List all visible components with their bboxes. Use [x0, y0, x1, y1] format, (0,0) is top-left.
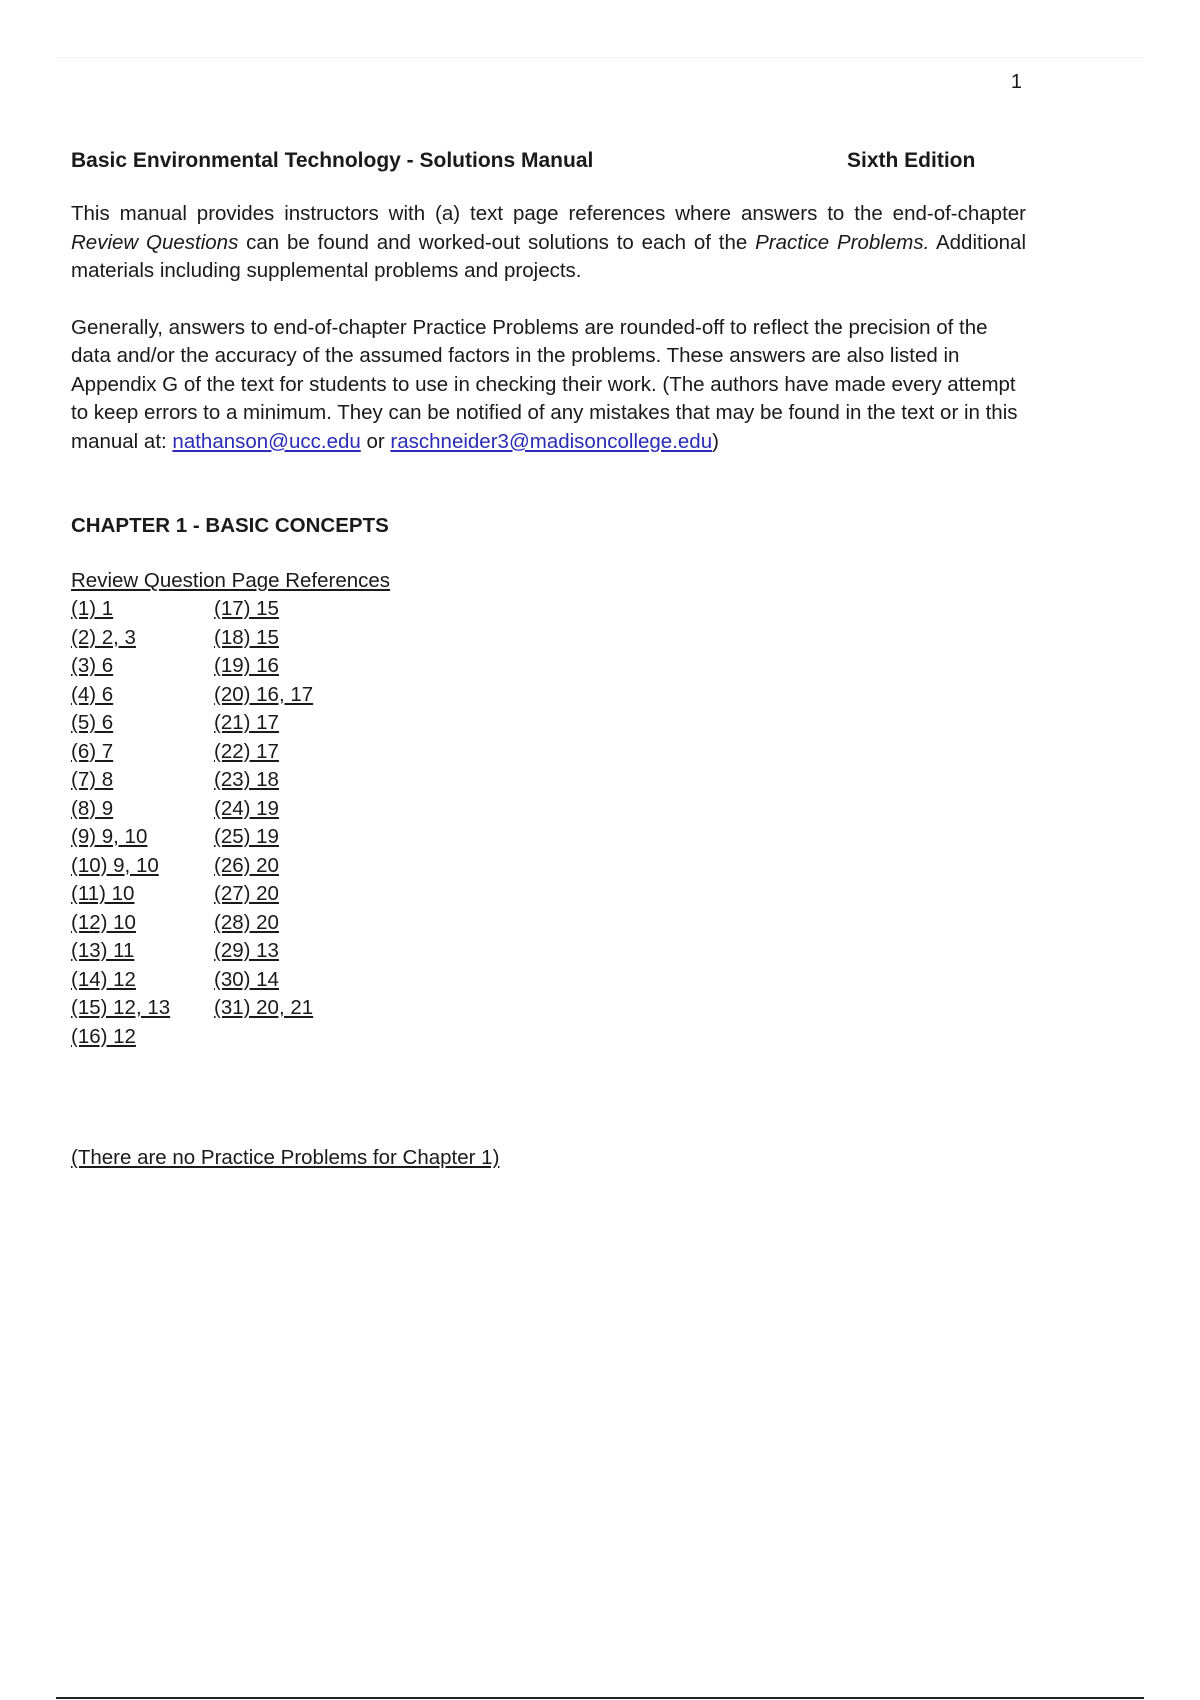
- reference-item: (19) 16: [214, 654, 279, 677]
- reference-item: (31) 20, 21: [214, 996, 314, 1019]
- document-header: [71, 146, 1026, 178]
- closing-paren: ): [712, 429, 719, 453]
- reference-item: (27) 20: [214, 882, 279, 905]
- reference-item: (16) 12: [71, 1024, 136, 1048]
- manual-title: Basic Environmental Technology - Solutions Manual: [71, 149, 594, 172]
- reference-item: (17) 15: [214, 597, 279, 620]
- rounding-text: Generally, answers to end-of-chapter Practice Problems are rounded-off to reflect the precision of the data and/or the accuracy of the assumed factors in the problems. These answers are also listed in Appendix G of the text for students to use in checking their work. (The authors have made every attempt to keep errors to a minimum. They can be notified of any mistakes that may be found in the text or in this manual at:: [71, 315, 1018, 453]
- reference-item: (18) 15: [214, 625, 279, 649]
- email-link-nathanson[interactable]: nathanson@ucc.edu: [172, 429, 361, 453]
- intro-text-3: Additional materials including supplemental problems and projects.: [71, 230, 1027, 282]
- reference-item: (11) 10: [71, 882, 135, 905]
- reference-item: (3) 6: [71, 654, 114, 677]
- review-questions-term: Review Questions: [71, 230, 239, 254]
- email-link-raschneider[interactable]: raschneider3@madisoncollege.edu: [390, 429, 713, 453]
- reference-item: (28) 20: [214, 910, 279, 934]
- chapter-title: CHAPTER 1 - BASIC CONCEPTS: [71, 514, 389, 537]
- reference-item: (4) 6: [71, 682, 114, 706]
- intro-text-2: can be found and worked-out solutions to each of the: [238, 230, 756, 254]
- reference-item: (5) 6: [71, 711, 114, 734]
- reference-item: (7) 8: [71, 768, 114, 791]
- reference-item: (2) 2, 3: [71, 625, 136, 649]
- reference-item: (20) 16, 17: [214, 682, 314, 706]
- document-body: [71, 146, 1027, 1048]
- reference-item: (13) 11: [71, 939, 135, 962]
- reference-item: (23) 18: [214, 768, 279, 791]
- page-number: 1: [1010, 71, 1022, 93]
- reference-item: (24) 19: [214, 796, 279, 820]
- reference-item: (30) 14: [214, 967, 279, 991]
- review-references-heading: Review Question Page References: [71, 569, 391, 592]
- no-practice-problems-note: (There are no Practice Problems for Chapter 1): [71, 1146, 500, 1169]
- references-column-1: [71, 595, 170, 1051]
- edition-label: Sixth Edition: [847, 149, 976, 172]
- reference-item: (8) 9: [71, 796, 114, 820]
- reference-item: (15) 12, 13: [71, 996, 171, 1019]
- top-page-rule: [56, 57, 1144, 58]
- intro-paragraph: [71, 200, 1026, 286]
- reference-item: (6) 7: [71, 739, 114, 763]
- reference-item: (25) 19: [214, 825, 279, 848]
- reference-item: (14) 12: [71, 967, 136, 991]
- reference-item: (1) 1: [71, 597, 114, 620]
- or-text: or: [360, 429, 391, 453]
- reference-item: (26) 20: [214, 853, 279, 877]
- intro-text-1: This manual provides instructors with (a) text page references where answers to the end-of-chapter: [71, 202, 1026, 225]
- reference-item: (12) 10: [71, 910, 136, 934]
- reference-item: (10) 9, 10: [71, 853, 159, 877]
- reference-item: (9) 9, 10: [71, 825, 148, 848]
- bottom-page-rule: [56, 1697, 1144, 1699]
- rounding-paragraph: [71, 314, 1026, 457]
- references-column-2: [214, 595, 313, 1023]
- reference-item: (21) 17: [214, 711, 279, 734]
- practice-problems-term: Practice Problems.: [755, 230, 930, 254]
- reference-item: (29) 13: [214, 939, 279, 962]
- reference-item: (22) 17: [214, 739, 279, 763]
